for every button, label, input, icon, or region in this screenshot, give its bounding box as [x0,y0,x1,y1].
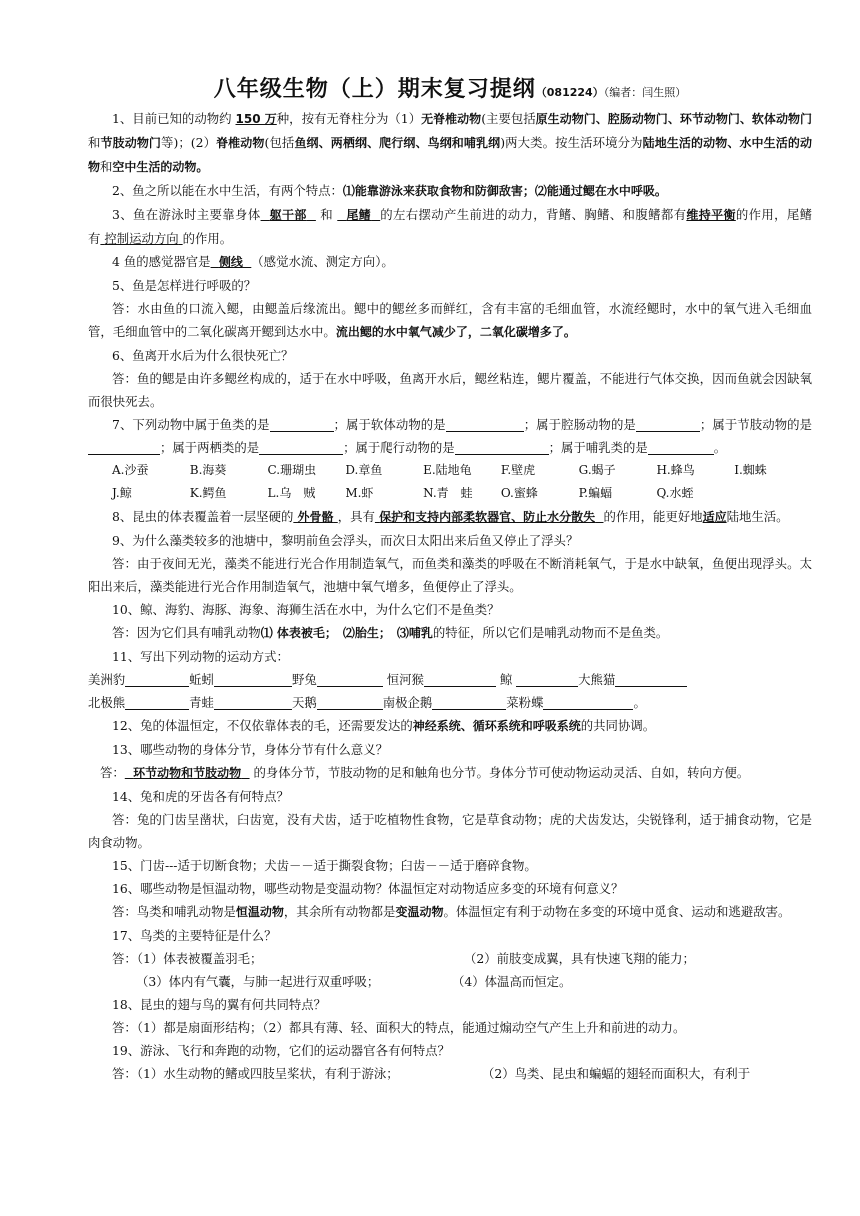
question-10: 10、鲸、海豹、海豚、海象、海狮生活在水中，为什么它们不是鱼类？ [112,602,500,617]
question-9: 9、为什么藻类较多的池塘中，黎明前鱼会浮头，而次日太阳出来后鱼又停止了浮头？ [112,533,579,548]
title-editor: （编者：闫生照） [603,86,687,99]
question-16: 16、哪些动物是恒温动物，哪些动物是变温动物？体温恒定对动物适应多变的环境有何意义？ [112,881,624,896]
question-18: 18、昆虫的翅与鸟的翼有何共同特点？ [112,997,327,1012]
option: L.乌 贼 [267,486,316,500]
question-7: 7、下列动物中属于鱼类的是 ；属于软体动物的是 ；属于腔肠动物的是 ；属于节肢动物的是；属于两栖类的是 ；属于爬行动物的是 ；属于哺乳类的是 。 [88,413,812,459]
question-3: 3、鱼在游泳时主要靠身体 躯干部 和 尾鳍 的左右摆动产生前进的动力，背鳍、胸鳍、和腹鳍都有维持平衡的作用，尾鳍有 控制运动方向 的作用。 [88,207,812,246]
title-main: 八年级生物（上）期末复习提纲 [213,77,536,102]
option: O.蜜蜂 [500,486,538,500]
options-list [88,459,812,505]
question-14: 14、兔和虎的牙齿各有何特点？ [112,789,289,804]
question-4: 4 鱼的感觉器官是 侧线 （感觉水流、测定方向）。 [112,254,394,269]
option: B.海葵 [189,463,227,477]
question-11: 11、写出下列动物的运动方式： [112,649,289,664]
question-1: 1、目前已知的动物约 150 万种，按有无脊柱分为（1）无脊椎动物(主要包括原生动物门、腔肠动物门、环节动物门、软体动物门和节肢动物门等)；(2）脊椎动物(包括鱼纲、两栖纲、爬行纲、鸟纲和哺乳纲)两大类。按生活环境分为陆地生活的动物、水中生活的动物和空中生活的动物。 [88,111,812,174]
answer-17-row-2: （3）体内有气囊，与肺一起进行双重呼吸； （4）体温高而恒定。 [136,974,572,989]
question-19: 19、游泳、飞行和奔跑的动物，它们的运动器官各有何特点？ [112,1043,450,1058]
option: N.青 蛙 [423,486,473,500]
option: H.蜂鸟 [656,463,695,477]
question-8: 8、昆虫的体表覆盖着一层坚硬的 外骨骼 ，具有 保护和支持内部柔软器官、防止水分散失 的作用，能更好地适应陆地生活。 [112,509,789,524]
option: M.虾 [345,486,374,500]
option: J.鲸 [112,486,132,500]
answer-5: 答：水由鱼的口流入鳃，由鳃盖后缘流出。鳃中的鳃丝多而鲜红，含有丰富的毛细血管，水流经鳃时，水中的氧气进入毛细血管，毛细血管中的二氧化碳离开鳃到达水中。流出鳃的水中氧气减少了，二氧化碳增多了。 [88,301,812,339]
question-5: 5、鱼是怎样进行呼吸的？ [112,278,257,293]
answer-19: 答：（1）水生动物的鳍或四肢呈桨状，有利于游泳； （2）鸟类、昆虫和蝙蝠的翅轻而面积大，有利于 [112,1066,751,1081]
option: Q.水蛭 [656,486,694,500]
option: I.蜘蛛 [734,463,767,477]
answer-17-row-1: 答：（1）体表被覆盖羽毛； （2）前肢变成翼，具有快速飞翔的能力； [112,951,695,966]
question-12: 12、兔的体温恒定，不仅依靠体表的毛，还需要发达的神经系统、循环系统和呼吸系统的共同协调。 [112,718,656,733]
motion-row-1: 美洲豹 蚯蚓 野兔 恒河猴 鲸 大熊猫 [88,668,812,691]
title-code: （081224） [535,86,604,99]
answer-13: 答： 环节动物和节肢动物 的身体分节，节肢动物的足和触角也分节。身体分节可使动物运动灵活、自如，转向方便。 [100,765,750,780]
option: A.沙蚕 [112,463,149,477]
answer-9: 答：由于夜间无光，藻类不能进行光合作用制造氧气，而鱼类和藻类的呼吸在不断消耗氧气，于是水中缺氧，鱼便出现浮头。太阳出来后，藻类能进行光合作用制造氧气，池塘中氧气增多，鱼便停止了浮头。 [88,556,812,594]
answer-10: 答：因为它们具有哺乳动物⑴ 体表被毛； ⑵胎生； ⑶哺乳的特征，所以它们是哺乳动物而不是鱼类。 [112,625,669,640]
answer-18: 答：（1）都是扇面形结构；（2）都具有薄、轻、面积大的特点，能通过煽动空气产生上升和前进的动力。 [112,1020,686,1035]
answer-6: 答：鱼的鳃是由许多鳃丝构成的，适于在水中呼吸，鱼离开水后，鳃丝粘连，鳃片覆盖，不能进行气体交换，因而鱼就会因缺氧而很快死去。 [88,371,812,409]
option: F.壁虎 [500,463,536,477]
question-13: 13、哪些动物的身体分节，身体分节有什么意义？ [112,742,388,757]
question-6: 6、鱼离开水后为什么很快死亡？ [112,348,294,363]
document-page [88,72,812,1085]
option: P.蝙蝠 [578,486,613,500]
option: D.章鱼 [345,463,383,477]
option: K.鳄鱼 [189,486,227,500]
motion-row-2: 北极熊 青蛙 天鹅 南极企鹅 菜粉蝶 。 [88,695,646,710]
page-title [88,72,812,103]
question-15: 15、门齿---适于切断食物；犬齿－－适于撕裂食物；臼齿－－适于磨碎食物。 [112,858,537,873]
answer-16: 答：鸟类和哺乳动物是恒温动物，其余所有动物都是变温动物。体温恒定有利于动物在多变的环境中觅食、运动和逃避敌害。 [112,904,791,919]
option: C.珊瑚虫 [267,463,317,477]
option: G.蝎子 [578,463,616,477]
option: E.陆地龟 [423,463,472,477]
question-17: 17、鸟类的主要特征是什么？ [112,928,277,943]
question-2: 2、鱼之所以能在水中生活，有两个特点：⑴能靠游泳来获取食物和防御敌害；⑵能通过鳃在水中呼吸。 [112,183,667,198]
answer-14: 答：兔的门齿呈凿状，臼齿宽，没有犬齿，适于吃植物性食物，它是草食动物；虎的犬齿发达，尖锐锋利，适于捕食动物，它是肉食动物。 [88,812,812,850]
